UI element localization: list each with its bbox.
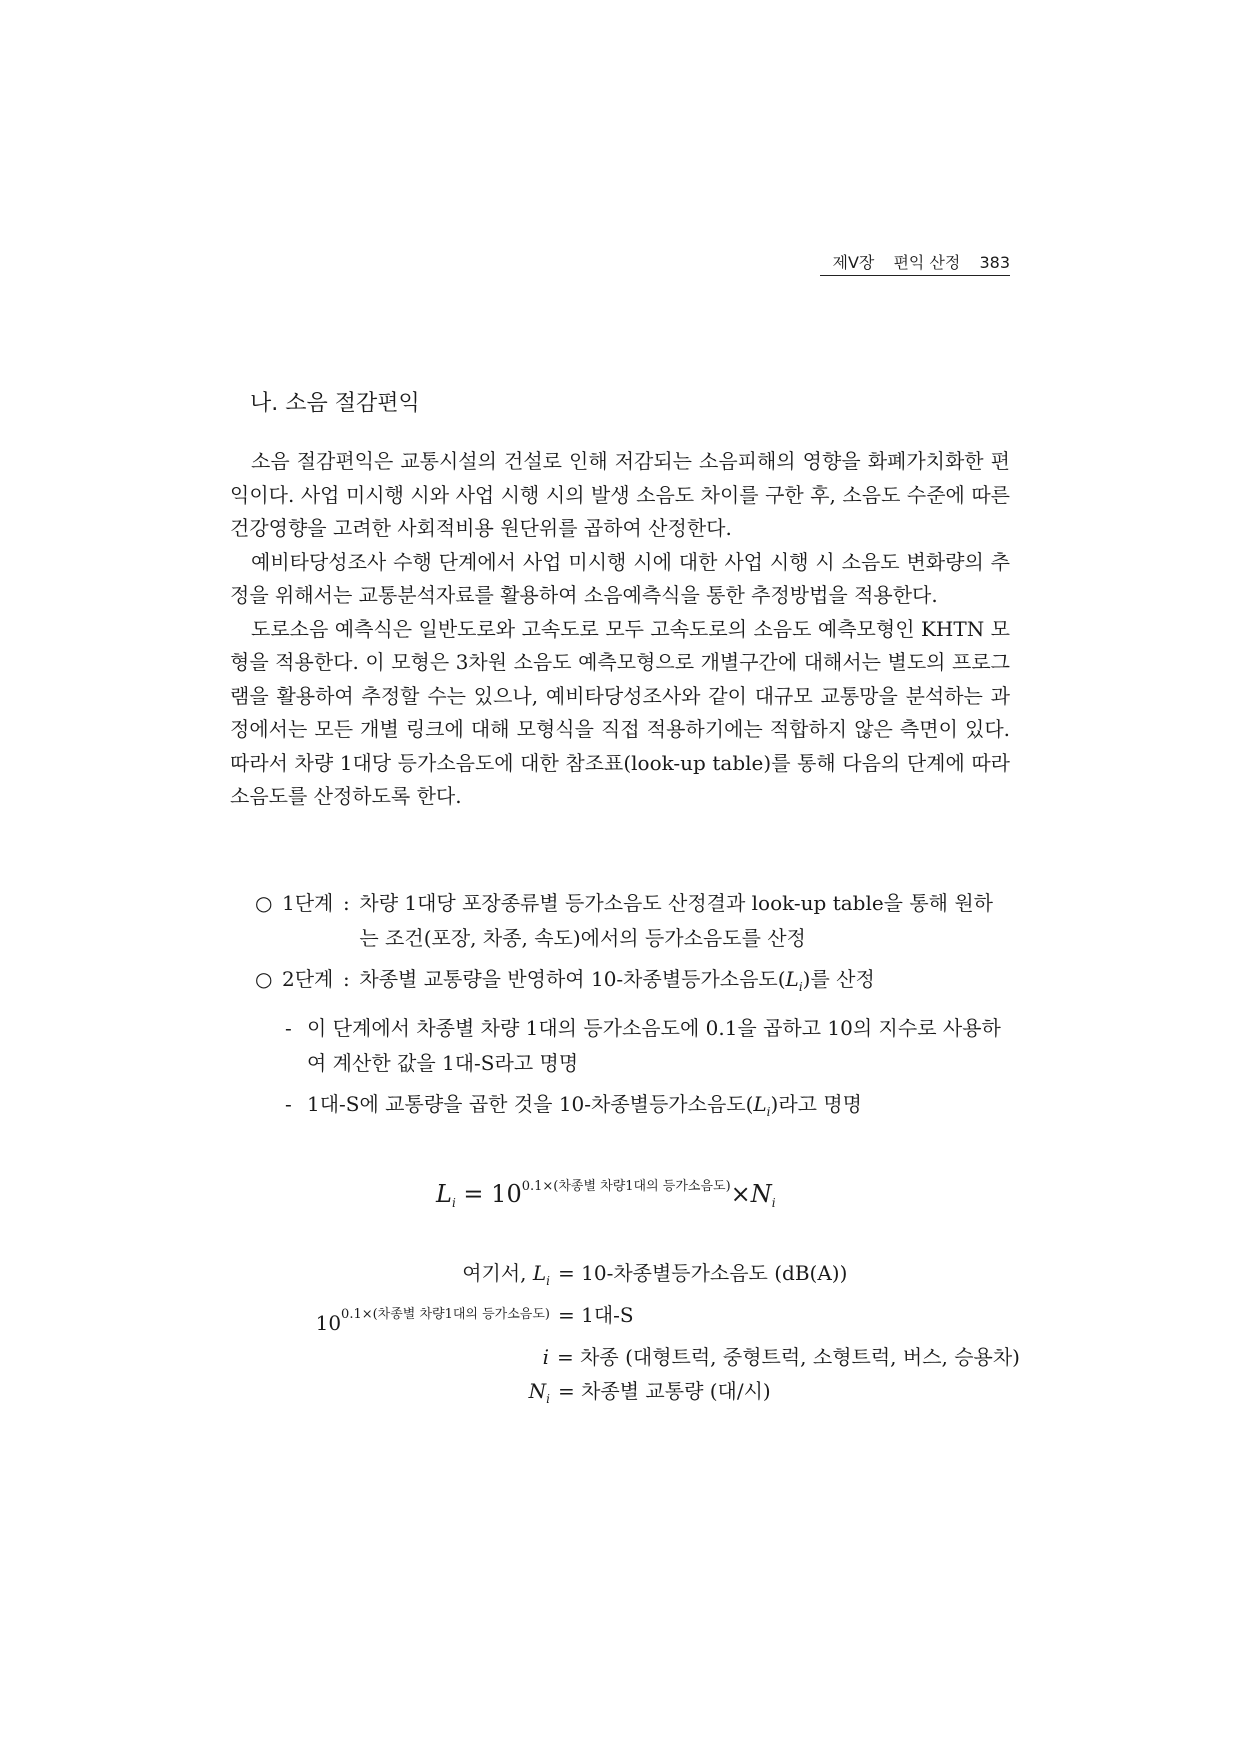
- math-L: L: [753, 1092, 767, 1116]
- paragraph-2: 예비타당성조사 수행 단계에서 사업 미시행 시에 대한 사업 시행 시 소음도 변화량의 추정을 위해서는 교통분석자료를 활용하여 소음예측식을 통한 추정방법을 적용한다.: [230, 549, 1010, 607]
- main-formula: [436, 1175, 776, 1210]
- step-2-detail-1-text: 이 단계에서 차종별 차량 1대의 등가소음도에 0.1을 곱하고 10의 지수로 사용하여 계산한 값을 1대-S라고 명명: [307, 1016, 1001, 1075]
- math-L: L: [785, 967, 799, 991]
- dash-marker: -: [285, 1016, 292, 1040]
- formula-exponent: 0.1×(차종별 차량1대의 등가소음도): [521, 1179, 731, 1194]
- definition-N-text: = 차종별 교통량 (대/시): [558, 1379, 771, 1403]
- page-number: 383: [979, 253, 1010, 272]
- step-2-detail-2: [285, 1087, 1010, 1130]
- math-sub-i: i: [798, 980, 803, 994]
- step-1-label: 1단계: [282, 891, 334, 915]
- math-sub-i: i: [766, 1105, 771, 1119]
- page-header: [820, 250, 1010, 276]
- step-2-label: 2단계: [282, 967, 334, 991]
- paragraph-1: 소음 절감편익은 교통시설의 건설로 인해 저감되는 소음피해의 영향을 화폐가치화한 편익이다. 사업 미시행 시와 사업 시행 시의 발생 소음도 차이를 구한 후, 소음도 수준에 따른 건강영향을 고려한 사회적비용 원단위를 곱하여 산정한다.: [230, 449, 1010, 540]
- section-label: 편익 산정: [893, 253, 961, 272]
- definitions: [260, 1256, 1020, 1416]
- formula-sub-i: i: [451, 1196, 456, 1210]
- definition-i-text: = 차종 (대형트럭, 중형트럭, 소형트럭, 버스, 승용차): [556, 1345, 1020, 1369]
- body-text: [230, 445, 1010, 814]
- formula-equals: =: [463, 1180, 484, 1208]
- section-heading: 나. 소음 절감편익: [250, 391, 420, 416]
- paragraph-3: 도로소음 예측식은 일반도로와 고속도로 모두 고속도로의 소음도 예측모형인 KHTN 모형을 적용한다. 이 모형은 3차원 소음도 예측모형으로 개별구간에 대해서는 별도의 프로그램을 활용하여 추정할 수는 있으나, 예비타당성조사와 같이 대규모 교통망을 분석하는 과정에서는 모든 개별 링크에 대해 모형식을 직접 적용하기에는 적합하지 않은 측면이 있다. 따라서 차량 1대당 등가소음도에 대한 참조표(look-up table)를 통해 다음의 단계에 따라 소음도를 산정하도록 한다.: [230, 616, 1010, 808]
- step-2-detail-1: [285, 1011, 1010, 1081]
- definition-N: $N_i$ = 차종별 교통량 (대/시): [260, 1374, 1020, 1416]
- step-list: [255, 886, 1010, 1130]
- step-2-detail-2-text: 1대-S에 교통량을 곱한 것을 10-차종별등가소음도$(L_i)$라고 명명: [307, 1092, 862, 1119]
- definition-L-text: = 10-차종별등가소음도 (dB(A)): [558, 1261, 848, 1285]
- formula-times: ×: [730, 1180, 751, 1208]
- step-1: [255, 886, 1010, 956]
- step-separator: :: [343, 967, 350, 991]
- step-1-text: 차량 1대당 포장종류별 등가소음도 산정결과 look-up table을 통해 원하는 조건(포장, 차종, 속도)에서의 등가소음도를 산정: [359, 891, 994, 950]
- definition-S: $10^{0.1\times(차종별 차량1대의 등가소음도)}$ = 1대-S: [260, 1298, 1020, 1340]
- formula-sub-i: i: [771, 1196, 776, 1210]
- step-2: [255, 962, 1010, 1005]
- definitions-lead: 여기서,: [462, 1261, 527, 1285]
- formula-base: 10: [491, 1180, 522, 1208]
- step-2-text: 차종별 교통량을 반영하여 10-차종별등가소음도$(L_i)$를 산정: [359, 967, 875, 994]
- dash-marker: -: [285, 1092, 292, 1116]
- step-separator: :: [343, 891, 350, 915]
- definition-i: i = 차종 (대형트럭, 중형트럭, 소형트럭, 버스, 승용차): [260, 1340, 1020, 1374]
- bullet-icon: ○: [255, 891, 273, 915]
- formula-N: N: [750, 1180, 772, 1208]
- bullet-icon: ○: [255, 967, 273, 991]
- definition-S-text: = 1대-S: [558, 1303, 634, 1327]
- chapter-label: 제Ⅴ장: [832, 253, 875, 272]
- formula-L: L: [436, 1180, 452, 1208]
- definition-L: 여기서, $L_i$ = 10-차종별등가소음도 (dB(A)): [260, 1256, 1020, 1298]
